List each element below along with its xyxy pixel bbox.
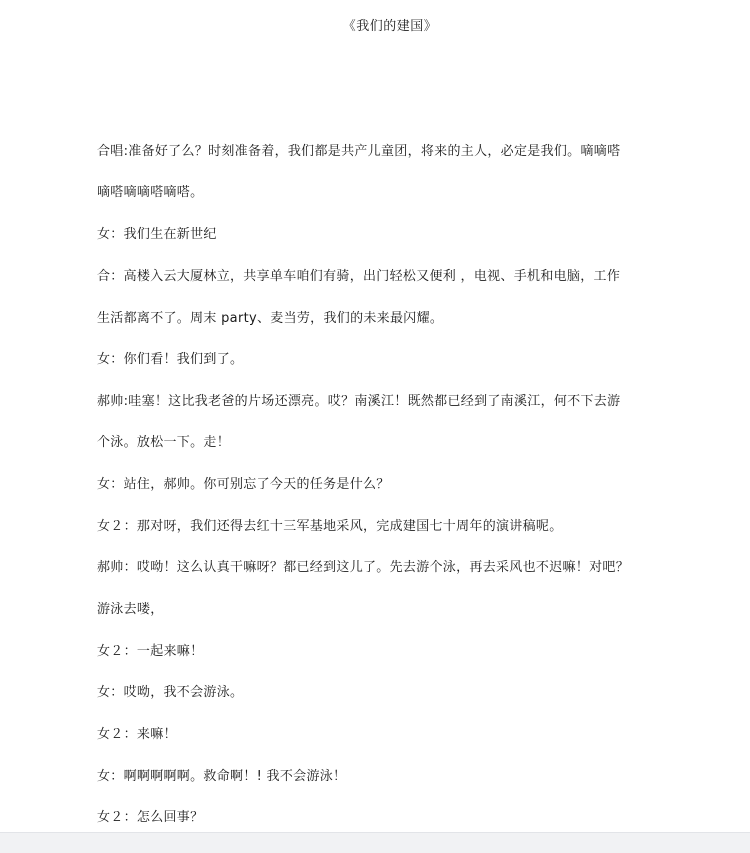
text-line: 女：我们生在新世纪	[97, 227, 217, 242]
text-line: 女：啊啊啊啊啊。救命啊！! 我不会游泳！	[97, 769, 347, 784]
text-line: 郝帅：哎呦！这么认真干嘛呀？都已经到这儿了。先去游个泳，再去采风也不迟嘛！对吧？	[97, 560, 630, 575]
text-line: 合唱:准备好了么？时刻准备着，我们都是共产儿童团，将来的主人，必定是我们。嘀嘀嗒	[97, 144, 621, 159]
text-line: 女２：一起来嘛！	[97, 644, 204, 659]
text-line: 生活都离不了。周末 party、麦当劳，我们的未来最闪耀。	[97, 311, 444, 326]
document-title: 《我们的建国》	[342, 19, 438, 34]
text-line: 女：你们看！我们到了。	[97, 352, 244, 367]
text-line: 女：站住，郝帅。你可别忘了今天的任务是什么？	[97, 477, 390, 492]
text-line: 个泳。放松一下。走！	[97, 435, 231, 450]
text-line: 嘀嗒嘀嘀嗒嘀嗒。	[97, 185, 204, 200]
text-line: 女：哎呦，我不会游泳。	[97, 685, 244, 700]
text-line: 合：高楼入云大厦林立，共享单车咱们有骑，出门轻松又便利 ，电视、手机和电脑，工作	[97, 269, 621, 284]
text-line: 女２：来嘛！	[97, 727, 177, 742]
bottom-scroll-bar[interactable]	[0, 832, 750, 853]
text-line: 女２：怎么回事？	[97, 810, 204, 825]
text-line: 郝帅:哇塞！这比我老爸的片场还漂亮。哎？南溪江！既然都已经到了南溪江，何不下去游	[97, 394, 621, 409]
text-line: 女２：那对呀，我们还得去红十三军基地采风，完成建国七十周年的演讲稿呢。	[97, 519, 563, 534]
text-line: 游泳去喽，	[97, 602, 164, 617]
